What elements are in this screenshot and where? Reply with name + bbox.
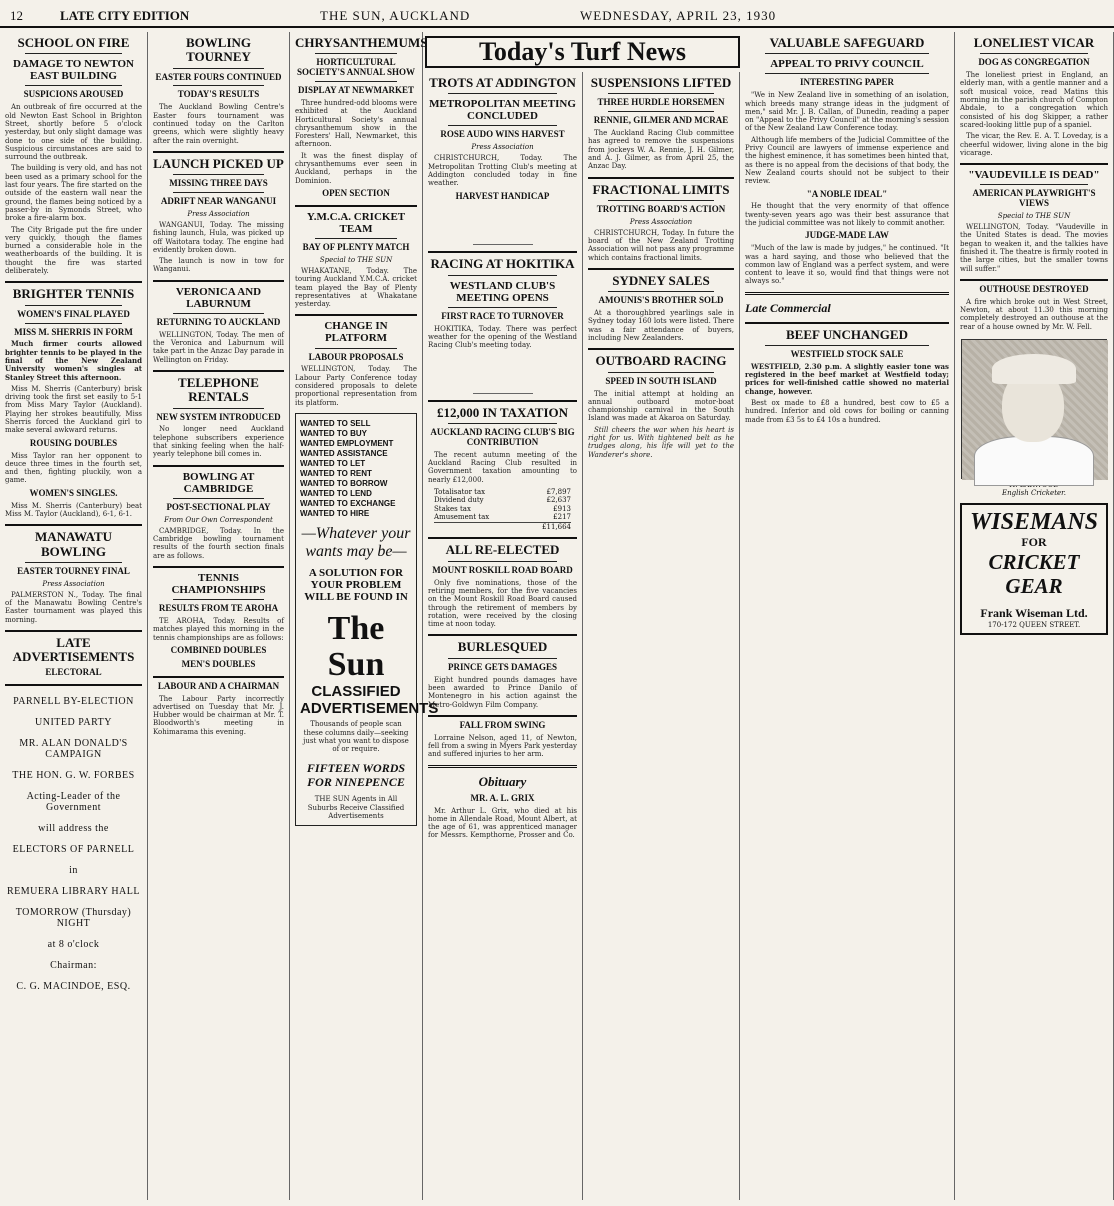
headline-cambridge: BOWLING AT CAMBRIDGE xyxy=(182,470,255,495)
subhead: TROTTING BOARD'S ACTION xyxy=(596,203,726,214)
notice-line: REMUERA LIBRARY HALL xyxy=(7,886,140,898)
ad-text: Thousands of people scan these columns daily—seeking just what you want to dispose of or require. xyxy=(303,720,409,754)
subhead: ROSE AUDO WINS HARVEST xyxy=(440,129,565,140)
headline-telephone: TELEPHONE RENTALS xyxy=(178,374,259,405)
article-text: Miss M. Sherris (Canterbury) beat Miss M. Taylor (Auckland), 6-1, 6-1. xyxy=(5,501,142,518)
subhead: MR. A. L. GRIX xyxy=(470,792,535,803)
turf-news-banner: Today's Turf News xyxy=(425,36,740,68)
headline-vaudeville: "VAUDEVILLE IS DEAD" xyxy=(968,169,1100,182)
subhead: WOMEN'S SINGLES. xyxy=(29,487,118,498)
notice-line: at 8 o'clock xyxy=(47,939,100,951)
wisemans-ad xyxy=(960,503,1108,635)
subhead: SPEED IN SOUTH ISLAND xyxy=(605,375,717,386)
article-text: WANGANUI, Today. The missing fishing launch, Hula, was picked up off Waitotara today. The engine had evidently broken down. xyxy=(153,220,284,254)
article-text: Eight hundred pounds damages have been awarded to Prince Danilo of Montenegro in his action against the Metro-Goldwyn Film Company. xyxy=(428,675,577,709)
larwood-photo xyxy=(961,339,1107,479)
article-text: A fire which broke out in West Street, Newton, at about 11.30 this morning completely destroyed an outhouse at the rear of a house owned by Mr. W. Fell. xyxy=(960,297,1108,331)
headline-outhouse: OUTHOUSE DESTROYED xyxy=(979,283,1089,294)
subhead: HORTICULTURAL SOCIETY'S ANNUAL SHOW xyxy=(296,57,416,78)
subhead: PRINCE GETS DAMAGES xyxy=(447,661,557,672)
notice-line: PARNELL BY-ELECTION xyxy=(13,696,134,708)
edition-label: LATE CITY EDITION xyxy=(60,8,190,23)
subhead: DAMAGE TO NEWTON EAST BUILDING xyxy=(12,58,135,83)
article-text: He thought that the very enormity of that offence twenty-seven years ago was their best assurance that the judicial committee was not likely to commit another. xyxy=(745,202,949,228)
wanted-line: WANTED EMPLOYMENT xyxy=(300,438,394,448)
headline-ymca: Y.M.C.A. CRICKET TEAM xyxy=(306,210,406,235)
notice-line: MR. ALAN DONALD'S CAMPAIGN xyxy=(19,738,128,761)
article-text: The initial attempt at holding an annual outboard motor-boat championship carnival in the South Island was made at Akaroa on Saturday. xyxy=(588,389,734,423)
ad-tagline: —Whatever your wants may be— xyxy=(301,524,411,560)
photo-caption-sub: English Cricketer. xyxy=(1002,488,1066,497)
subhead: MISSING THREE DAYS xyxy=(169,178,268,189)
subhead: JUDGE-MADE LAW xyxy=(805,230,889,241)
article-text: The Auckland Bowling Centre's Easter fours tournament was continued today on the Carlton greens, which were slightly heavy after the rain overnight. xyxy=(153,103,284,145)
ad-line: FOR xyxy=(1021,534,1047,549)
article-text: Only five nominations, those of the retiring members, for the five vacancies on the Mount Roskill Road Board caused through the retirement of members by rotation, were received by the closing time at noon today. xyxy=(428,578,577,629)
subhead: METROPOLITAN MEETING CONCLUDED xyxy=(429,98,576,123)
article-text: The loneliest priest in England, an elderly man, with a gentle manner and a soft musical voice, read Matins this morning in the parish church of Compton Abdale, to a congregation which consisted of his dog Skipper, a rather scared-looking little pup of a spaniel. xyxy=(960,71,1108,129)
table-row: £11,664 xyxy=(434,522,571,532)
article-text: The Labour Party incorrectly advertised on Tuesday that Mr. J. Hubber would be chairman at Mr. T. Bloodworth's meeting in Kohimarama this evening. xyxy=(153,694,284,736)
subhead: RENNIE, GILMER AND MCRAE xyxy=(593,115,729,126)
subhead: ADRIFT NEAR WANGANUI xyxy=(160,196,277,207)
ad-address: 170-172 QUEEN STREET. xyxy=(987,620,1081,629)
race-label: HARVEST HANDICAP xyxy=(455,190,550,201)
article-text: "Much of the law is made by judges," he continued. "It was a hard saying, and those who believed that the common law of England was a perfect system, and were content to leave it so, would find that things were not always so." xyxy=(745,244,949,286)
section-label: OPEN SECTION xyxy=(322,187,390,198)
subhead: FIRST RACE TO TURNOVER xyxy=(441,310,564,321)
table-row: Totalisator tax £7,897 xyxy=(434,487,571,496)
article-text: Best ox made to £8 a hundred, best cow to £5 a hundred. Inferior and old cows for boiling or canning made from £3 5s to £4 10s a hundred. xyxy=(745,399,949,424)
article-lead: Much firmer courts allowed brighter tennis to be played in the final of the New Zealand University women's singles at Stanley Street this afternoon. xyxy=(5,339,142,382)
subhead: DOG AS CONGREGATION xyxy=(978,57,1090,68)
subhead: "A NOBLE IDEAL" xyxy=(806,188,888,199)
article-text: The vicar, the Rev. E. A. T. Loveday, is a cheerful widower, living alone in the big vicarage. xyxy=(960,132,1108,157)
wanted-line: WANTED TO LEND xyxy=(300,488,372,498)
headline-outboard: OUTBOARD RACING xyxy=(595,353,727,369)
tax-table xyxy=(434,488,571,532)
article-text: Three hundred-odd blooms were exhibited at the Auckland Horticultural Society's annual chrysanthemum show in the Foresters' Hall, Newmarket, this afternoon. xyxy=(295,98,418,149)
headline-safeguard: VALUABLE SAFEGUARD xyxy=(769,35,925,50)
wanted-line: WANTED TO BORROW xyxy=(300,478,388,488)
column-1 xyxy=(0,32,148,1200)
subhead: RETURNING TO AUCKLAND xyxy=(156,316,281,327)
subhead: WESTFIELD STOCK SALE xyxy=(790,349,904,359)
column-4 xyxy=(423,72,583,1200)
headline-labour-chairman: LABOUR AND A CHAIRMAN xyxy=(157,680,280,691)
ad-company: Frank Wiseman Ltd. xyxy=(980,605,1088,620)
subhead: SUSPICIONS AROUSED xyxy=(23,89,124,100)
article-text: TE AROHA, Today. Results of matches played this morning in the tennis championships are as follows: xyxy=(153,617,284,642)
column-6 xyxy=(740,32,955,1200)
headline-beef: BEEF UNCHANGED xyxy=(786,326,908,342)
article-text: Lorraine Nelson, aged 11, of Newton, fell from a swing in Myers Park yesterday and suffered injuries to her arm. xyxy=(428,733,577,759)
headline-chrysanthemums: CHRYSANTHEMUMS xyxy=(295,35,428,50)
subhead: POST-SECTIONAL PLAY xyxy=(166,501,271,512)
wanted-line: WANTED TO BUY xyxy=(300,428,367,438)
subhead: ROUSING DOUBLES xyxy=(29,437,118,448)
headline-taxation: £12,000 IN TAXATION xyxy=(436,404,569,420)
dateline-source: From Our Own Correspondent xyxy=(164,515,273,524)
notice-line: will address the xyxy=(38,823,109,835)
article-text: Although life members of the Judicial Committee of the Privy Council are lawyers of immense experience and the highest eminence, it has sometimes been hinted that, as there is no appeal from the decisions of that body, the New Zealand courts should not be subject to their review. xyxy=(745,135,949,186)
headline-tennis-championships: TENNIS CHAMPIONSHIPS xyxy=(171,571,266,597)
the-sun-logo: The Sun xyxy=(327,610,385,684)
classified-title: CLASSIFIED ADVERTISEMENTS xyxy=(300,683,439,718)
late-commercial-heading: Late Commercial xyxy=(745,300,831,315)
ad-line: A SOLUTION FOR YOUR PROBLEM WILL BE FOUND IN xyxy=(304,566,408,604)
subhead: MOUNT ROSKILL ROAD BOARD xyxy=(432,564,573,575)
wanted-line: WANTED TO SELL xyxy=(300,418,371,428)
subhead: AMERICAN PLAYWRIGHT'S VIEWS xyxy=(972,188,1096,209)
dateline-source: Press Association xyxy=(471,143,534,152)
subhead: AMOUNIS'S BROTHER SOLD xyxy=(598,295,724,306)
notice-line: THE HON. G. W. FORBES xyxy=(12,770,135,782)
ad-price: FIFTEEN WORDS FOR NINEPENCE xyxy=(306,761,406,790)
article-text: It was the finest display of chrysanthemums ever seen in Auckland, perhaps in the Dominion. xyxy=(295,151,417,185)
subhead: AUCKLAND RACING CLUB'S BIG CONTRIBUTION xyxy=(430,427,575,447)
headline-suspensions: SUSPENSIONS LIFTED xyxy=(590,75,732,90)
article-text: The Auckland Racing Club committee has agreed to remove the suspensions from jockeys W. A. Rennie, J. H. Gilmer, and A. J. Gilmer, as from April 25, the Anzac Day. xyxy=(588,129,734,171)
article-text: WELLINGTON, Today. The men of the Veronica and Laburnum will take part in the Anzac Day parade in Wellington on Friday. xyxy=(153,330,284,364)
subhead: DISPLAY AT NEWMARKET xyxy=(297,85,415,96)
column-2 xyxy=(148,32,290,1200)
late-advertisements-heading: LATE ADVERTISEMENTS xyxy=(12,634,135,665)
headline-bowling: BOWLING TOURNEY xyxy=(185,35,251,65)
headline-launch: LAUNCH PICKED UP xyxy=(153,155,284,171)
article-text: WHAKATANE, Today. The touring Auckland Y.M.C.A. cricket team played the Bay of Plenty representatives at Whakatane yesterday. xyxy=(295,266,417,309)
subhead: EASTER TOURNEY FINAL xyxy=(17,565,130,576)
page-number: 12 xyxy=(10,8,23,23)
article-text: Miss M. Sherris (Canterbury) brisk driving took the first set easily to 5-1 from Miss Mary Taylor (Auckland). Playing her strokes beautifully, Miss Sherris forced the Auckland girl to make several awkward returns. xyxy=(5,384,142,435)
subhead: WESTLAND CLUB'S MEETING OPENS xyxy=(449,279,556,304)
subhead: LABOUR PROPOSALS xyxy=(308,351,404,362)
ad-brand: WISEMANS xyxy=(969,508,1099,535)
electoral-label: ELECTORAL xyxy=(45,667,102,678)
article-text: Mr. Arthur L. Grix, who died at his home in Allendale Road, Mount Albert, at the age of 61, was apprenticed manager for Messrs. Kempthorne, Prosser and Co. xyxy=(428,806,577,840)
article-text: "We in New Zealand live in something of an isolation, which breeds many strange ideas in the judgment of men," said Mr. J. B. Callan, of Dunedin, reading a paper on "Appeal to the Privy Council" at the morning's session of the New Zealand Law Conference today. xyxy=(745,91,949,133)
subhead: INTERESTING PAPER xyxy=(799,77,895,88)
headline-addington: TROTS AT ADDINGTON xyxy=(429,75,576,90)
dateline-source: Special to THE SUN xyxy=(319,255,393,264)
table-row: Dividend duty £2,637 xyxy=(434,496,571,505)
headline-veronica: VERONICA AND LABURNUM xyxy=(175,285,262,310)
subhead: TODAY'S RESULTS xyxy=(177,89,260,100)
subhead: MISS M. SHERRIS IN FORM xyxy=(14,326,133,337)
table-row: Stakes tax £913 xyxy=(434,504,571,513)
notice-line: UNITED PARTY xyxy=(35,717,112,729)
ad-text: THE SUN Agents in All Suburbs Receive Classified Advertisements xyxy=(307,795,405,821)
article-text: HOKITIKA, Today. There was perfect weather for the opening of the Westland Racing Club's meeting today. xyxy=(428,324,577,350)
dateline-source: Special to THE SUN xyxy=(997,212,1071,221)
article-text: The launch is now in tow for Wanganui. xyxy=(153,257,284,274)
notice-line: C. G. MACINDOE, ESQ. xyxy=(16,981,131,993)
article-text: CAMBRIDGE, Today. In the Cambridge bowling tournament results of the fourth section finals are as follows. xyxy=(153,526,284,560)
article-text: CHRISTCHURCH, Today. The Metropolitan Trotting Club's meeting at Addington concluded today in fine weather. xyxy=(428,154,577,188)
headline-reelected: ALL RE-ELECTED xyxy=(445,542,560,558)
notice-line: Chairman: xyxy=(50,960,97,972)
article-text: Miss Taylor ran her opponent to deuce three times in the fourth set, and then, fighting pluckily, won a game. xyxy=(5,451,142,485)
poem-text: Still cheers the war when his heart is right for us. With tightened belt as he trudges along, his life will yet to the Wanderer's shore. xyxy=(588,425,734,459)
issue-date: WEDNESDAY, APRIL 23, 1930 xyxy=(580,8,777,23)
article-text: PALMERSTON N., Today. The final of the Manawatu Bowling Centre's Easter tournament was played this morning. xyxy=(5,590,142,624)
dateline-source: Press Association xyxy=(187,209,250,218)
headline-swing: FALL FROM SWING xyxy=(459,719,546,730)
obituary-heading: Obituary xyxy=(478,773,527,789)
subhead: NEW SYSTEM INTRODUCED xyxy=(156,411,281,422)
notice-line: in xyxy=(69,865,78,877)
subhead: WOMEN'S FINAL PLAYED xyxy=(17,308,130,319)
paper-name: THE SUN, AUCKLAND xyxy=(320,8,471,23)
headline-fractional: FRACTIONAL LIMITS xyxy=(592,181,730,197)
subhead: COMBINED DOUBLES xyxy=(170,644,267,655)
headline-manawatu: MANAWATU BOWLING xyxy=(34,529,113,559)
article-text: CHRISTCHURCH, Today. In future the board of the New Zealand Trotting Association will not pass any programme which contains fractional limits. xyxy=(588,228,734,262)
notice-line: Acting-Leader of the Government xyxy=(26,791,121,814)
article-text: The City Brigade put the fire under very quickly, though the flames burned a considerable hole in the weatherboards of the building. It is thought the fire was started deliberately. xyxy=(5,225,142,276)
article-text: The recent autumn meeting of the Auckland Racing Club resulted in Government taxation amounting to nearly £12,000. xyxy=(428,450,577,484)
wanted-list xyxy=(300,419,412,519)
dateline-source: Press Association xyxy=(629,217,693,226)
article-text: No longer need Auckland telephone subscribers experience that sinking feeling when the half-yearly telephone bill comes in. xyxy=(153,425,284,459)
headline-tennis: BRIGHTER TENNIS xyxy=(12,286,135,302)
wanted-line: WANTED TO RENT xyxy=(300,468,372,478)
notice-line: TOMORROW (Thursday) NIGHT xyxy=(15,907,132,930)
article-text: At a thoroughbred yearlings sale in Sydney today 160 lots were listed. There was a fair attendance of buyers, including New Zealanders. xyxy=(588,309,734,343)
wanted-line: WANTED TO HIRE xyxy=(300,508,370,518)
notice-line: ELECTORS OF PARNELL xyxy=(12,844,135,856)
subhead: EASTER FOURS CONTINUED xyxy=(155,71,282,82)
headline-vicar: LONELIEST VICAR xyxy=(973,35,1095,50)
table-row: Amusement tax £217 xyxy=(434,513,571,522)
headline-school-fire: SCHOOL ON FIRE xyxy=(17,35,130,50)
dateline-source: Press Association xyxy=(42,579,105,588)
column-7 xyxy=(955,32,1114,1200)
article-text: The building is very old, and has not been used as a primary school for the last four years. The fire started on the outside of the eastern wall near the ground, the flames being noticed by a passer-by in Symonds Street, who broke a fire-alarm box. xyxy=(5,164,142,223)
column-5 xyxy=(583,72,740,1200)
subhead: MEN'S DOUBLES xyxy=(181,658,256,669)
headline-burlesqued: BURLESQUED xyxy=(457,639,548,655)
wanted-line: WANTED TO LET xyxy=(300,458,366,468)
article-lead: WESTFIELD, 2.30 p.m. A slightly easier tone was registered in the beef market at Westfield today; prices for well-finished cattle showed no material change, however. xyxy=(745,361,949,396)
election-notice xyxy=(5,696,142,992)
subhead: APPEAL TO PRIVY COUNCIL xyxy=(770,58,924,71)
column-3 xyxy=(290,32,439,1200)
masthead xyxy=(0,0,1114,28)
subhead: THREE HURDLE HORSEMEN xyxy=(597,97,725,108)
article-text: WELLINGTON, Today. The Labour Party Conference today considered proposals to delete proportional representation from its platform. xyxy=(295,365,417,407)
headline-hokitika: RACING AT HOKITIKA xyxy=(430,256,575,272)
wanted-line: WANTED ASSISTANCE xyxy=(300,448,388,458)
article-text: An outbreak of fire occurred at the old Newton East School in Brighton Street, shortly before 5 o'clock yesterday, but only slight damage was done to one side of the building. Suspicious circumstances are said to surround the outbreak. xyxy=(5,103,142,162)
subhead: BAY OF PLENTY MATCH xyxy=(302,242,410,253)
classified-ad xyxy=(295,413,439,826)
headline-sydney: SYDNEY SALES xyxy=(612,272,710,288)
subhead: RESULTS FROM TE AROHA xyxy=(158,603,279,614)
wanted-line: WANTED TO EXCHANGE xyxy=(300,498,396,508)
article-text: WELLINGTON, Today. "Vaudeville in the United States is dead. The movies began to weaken it, and the talkies have finished it. The theatre is firmly rooted in the large cities, but the smaller towns will suffer." xyxy=(960,223,1108,273)
ad-product: CRICKET GEAR xyxy=(988,549,1080,598)
headline-platform: CHANGE IN PLATFORM xyxy=(324,320,388,345)
